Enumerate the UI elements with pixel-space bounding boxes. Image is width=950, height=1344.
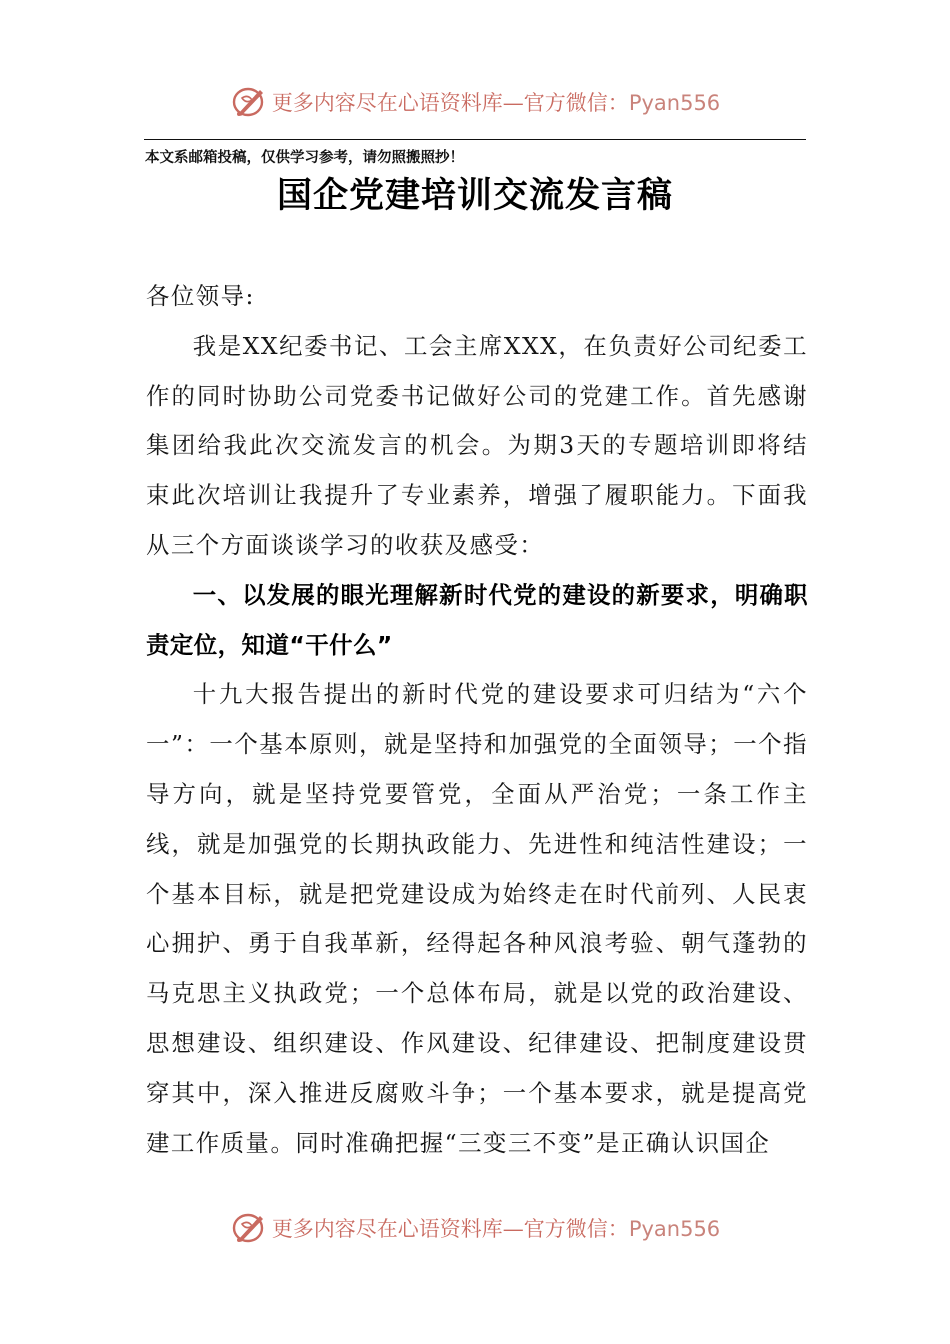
paragraph-intro: 我是XX纪委书记、工会主席XXX，在负责好公司纪委工作的同时协助公司党委书记做好公司的党建工作。首先感谢集团给我此次交流发言的机会。为期3天的专题培训即将结束此次培训让我提升了专业素养，增强了履职能力。下面我从三个方面谈谈学习的收获及感受： [146,331,808,559]
footer-watermark-banner [0,1208,950,1248]
footer-banner-id: Pyan556 [628,1217,721,1241]
paragraph-section-1: 十九大报告提出的新时代党的建设要求可归结为“六个一”：一个基本原则，就是坚持和加强党的全面领导；一个指导方向，就是坚持党要管党，全面从严治党；一条工作主线，就是加强党的长期执政能力、先进性和纯洁性建设；一个基本目标，就是把党建设成为始终走在时代前列、人民衷心拥护、勇于自我革新，经得起各种风浪考验、朝气蓬勃的马克思主义执政党；一个总体布局，就是以党的政治建设、思想建设、组织建设、作风建设、纪律建设、把制度建设贯穿其中，深入推进反腐败斗争；一个基本要求，就是提高党建工作质量。同时准确把握“三变三不变”是正确认识国企 [146,680,808,1157]
pen-logo-icon [230,1210,270,1246]
pen-logo-icon [230,84,270,120]
section-heading-1: 一、以发展的眼光理解新时代党的建设的新要求，明确职责定位，知道“干什么” [146,580,808,659]
header-watermark-banner [0,82,950,122]
document-title: 国企党建培训交流发言稿 [276,175,673,216]
footer-banner-label: 更多内容尽在心语资料库—官方微信： [271,1217,629,1241]
header-banner-text [272,87,720,117]
header-divider [144,139,806,140]
header-banner-label: 更多内容尽在心语资料库—官方微信： [271,91,629,115]
submission-notice: 本文系邮箱投稿，仅供学习参考，请勿照搬照抄！ [145,149,464,166]
salutation: 各位领导: [146,282,255,310]
footer-banner-text [272,1213,720,1243]
header-banner-id: Pyan556 [628,91,721,115]
document-body [146,272,808,1168]
